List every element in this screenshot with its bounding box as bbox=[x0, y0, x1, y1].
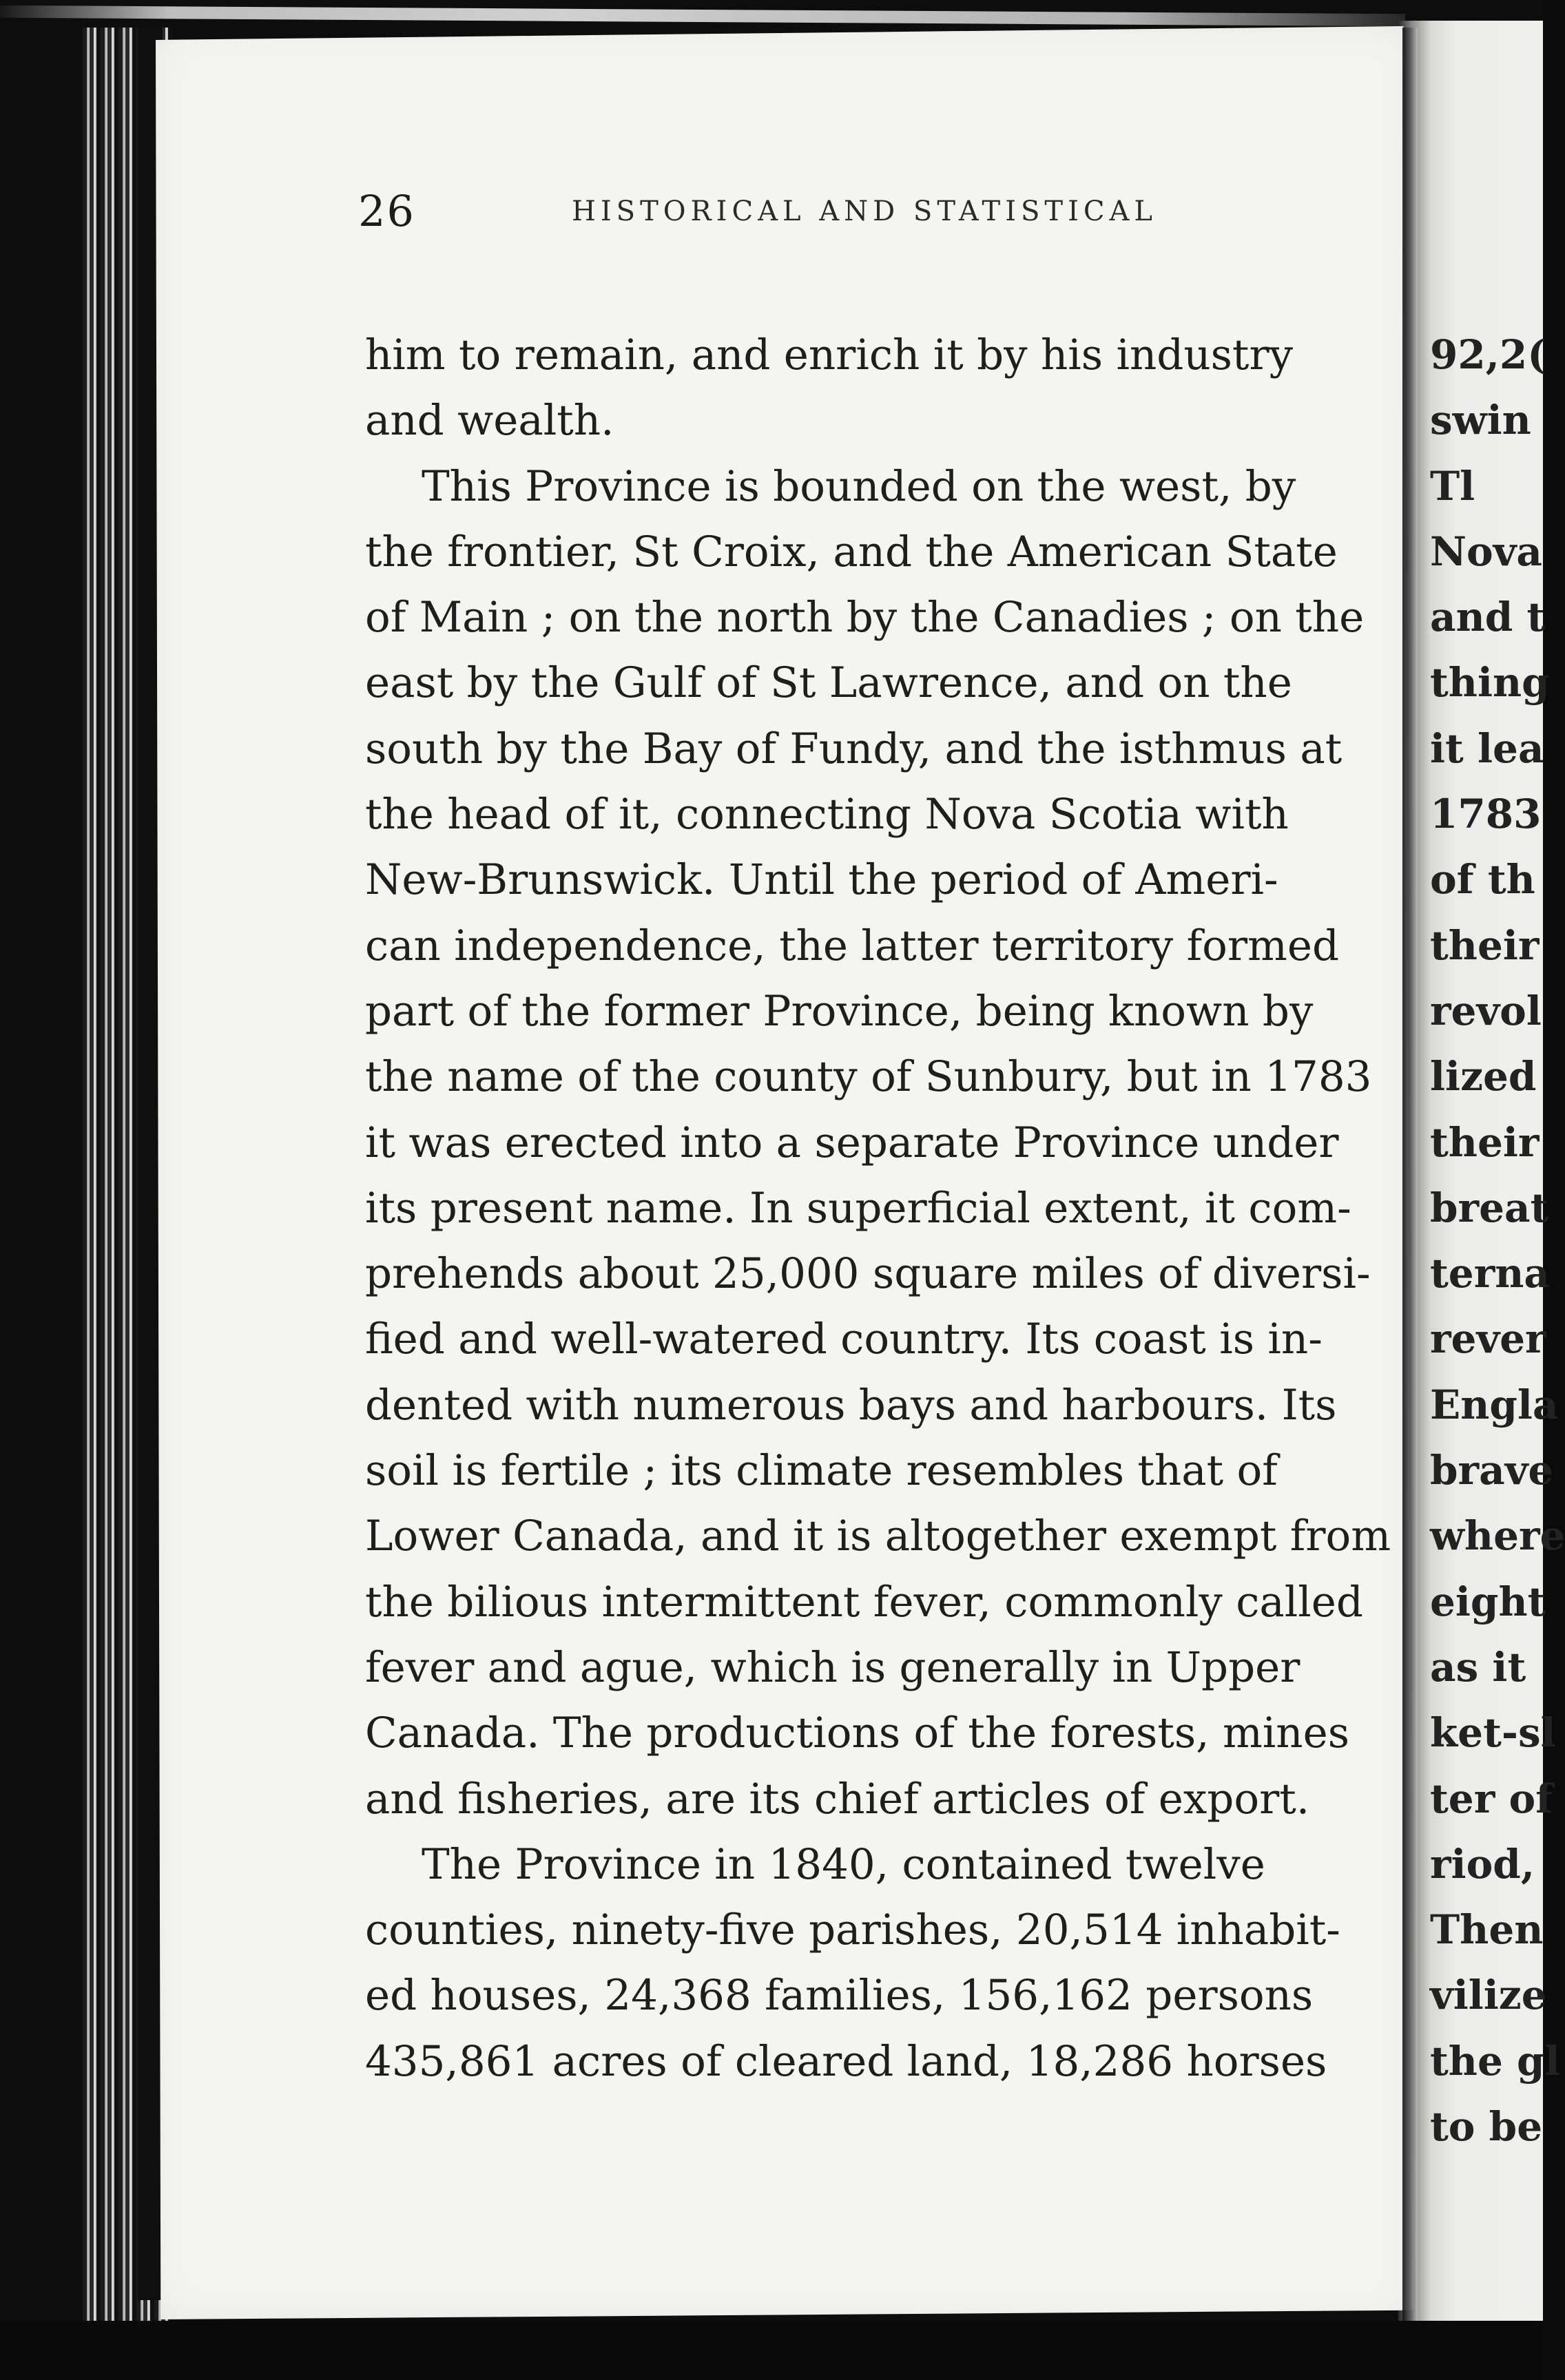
text-line: prehends about 25,000 square miles of diversi- bbox=[365, 1249, 1371, 1299]
text-line: soil is fertile ; its climate resembles that of bbox=[365, 1446, 1278, 1496]
page-number: 26 bbox=[358, 186, 415, 236]
text-line: it was erected into a separate Province under bbox=[365, 1118, 1339, 1167]
adjacent-text-line: revol bbox=[1430, 987, 1542, 1034]
adjacent-text-line: ket-sl bbox=[1430, 1709, 1556, 1757]
adjacent-text-line: to be bbox=[1430, 2103, 1543, 2151]
adjacent-text-line: swin bbox=[1430, 397, 1531, 444]
adjacent-text-line: riod, bbox=[1430, 1840, 1535, 1888]
text-line: south by the Bay of Fundy, and the isthmus at bbox=[365, 724, 1343, 773]
adjacent-text-line: Then bbox=[1430, 1906, 1544, 1954]
adjacent-text-line: 92,2( bbox=[1430, 331, 1546, 378]
running-title: HISTORICAL AND STATISTICAL bbox=[572, 196, 1157, 227]
text-line: The Province in 1840, contained twelve bbox=[422, 1839, 1265, 1889]
text-line: fever and ague, which is generally in Upper bbox=[365, 1642, 1300, 1692]
gutter-fold bbox=[1402, 28, 1418, 2328]
text-line: the head of it, connecting Nova Scotia with bbox=[365, 790, 1289, 839]
adjacent-text-line: brave bbox=[1430, 1447, 1554, 1494]
text-line: can independence, the latter territory formed bbox=[365, 921, 1340, 970]
top-edge-streak bbox=[0, 6, 1405, 26]
adjacent-text-line: terna bbox=[1430, 1250, 1550, 1297]
text-line: its present name. In superficial extent, it com- bbox=[365, 1183, 1351, 1233]
adjacent-text-line: of th bbox=[1430, 856, 1535, 904]
text-line: the frontier, St Croix, and the American State bbox=[365, 527, 1338, 576]
adjacent-text-line: breat bbox=[1430, 1184, 1549, 1231]
text-line: ed houses, 24,368 families, 156,162 persons bbox=[365, 1971, 1314, 2021]
adjacent-text-line: it lea bbox=[1430, 724, 1544, 772]
text-line: dented with numerous bays and harbours. Its bbox=[365, 1380, 1337, 1430]
adjacent-text-line: ter of bbox=[1430, 1775, 1553, 1822]
adjacent-text-line: 1783 bbox=[1430, 791, 1542, 838]
adjacent-text-line: where bbox=[1430, 1512, 1565, 1560]
page-body-text bbox=[365, 322, 1405, 2094]
scan-bottom-margin bbox=[0, 2321, 1543, 2380]
adjacent-text-line: vilize bbox=[1430, 1972, 1547, 2019]
adjacent-text-line: lized bbox=[1430, 1053, 1537, 1100]
text-line: him to remain, and enrich it by his industry bbox=[365, 331, 1294, 379]
adjacent-text-line: Nova bbox=[1430, 528, 1542, 575]
running-head bbox=[358, 186, 1323, 234]
text-line: counties, ninety-five parishes, 20,514 inhabit- bbox=[365, 1906, 1340, 1955]
adjacent-page-text bbox=[1430, 322, 1565, 2160]
text-line: the name of the county of Sunbury, but in 1783 bbox=[365, 1052, 1372, 1102]
text-line: Canada. The productions of the forests, mines bbox=[365, 1709, 1350, 1758]
adjacent-text-line: eight bbox=[1430, 1578, 1546, 1625]
adjacent-text-line: as it bbox=[1430, 1643, 1526, 1691]
adjacent-text-line: Engla bbox=[1430, 1381, 1559, 1428]
text-line: and wealth. bbox=[365, 396, 614, 446]
adjacent-text-line: rever bbox=[1430, 1315, 1546, 1363]
text-line: east by the Gulf of St Lawrence, and on the bbox=[365, 658, 1292, 708]
adjacent-text-line: and t bbox=[1430, 594, 1546, 641]
adjacent-text-line: the gl bbox=[1430, 2037, 1560, 2085]
text-line: part of the former Province, being known by bbox=[365, 986, 1314, 1036]
text-line: of Main ; on the north by the Canadies ; on the bbox=[365, 593, 1365, 643]
adjacent-text-line: their bbox=[1430, 1118, 1540, 1166]
adjacent-text-line: their bbox=[1430, 921, 1540, 969]
text-line: and fisheries, are its chief articles of export. bbox=[365, 1774, 1310, 1824]
adjacent-text-line: thing bbox=[1430, 659, 1550, 707]
text-line: New-Brunswick. Until the period of Ameri- bbox=[365, 855, 1278, 905]
text-line: fied and well-watered country. Its coast is in- bbox=[365, 1315, 1323, 1364]
adjacent-text-line: Tl bbox=[1430, 462, 1475, 510]
text-line: the bilious intermittent fever, commonly called bbox=[365, 1577, 1363, 1627]
text-line: 435,861 acres of cleared land, 18,286 horses bbox=[365, 2036, 1327, 2086]
text-line: Lower Canada, and it is altogether exempt from bbox=[365, 1512, 1391, 1561]
text-line: This Province is bounded on the west, by bbox=[422, 461, 1296, 511]
